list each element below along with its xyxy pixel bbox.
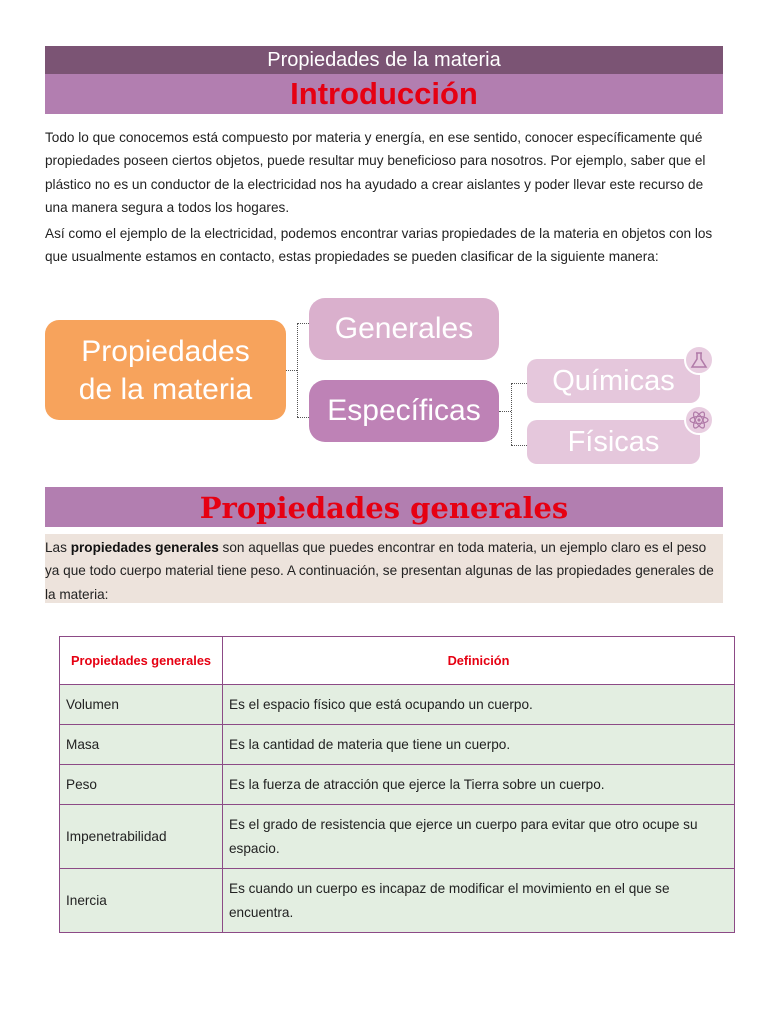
table-cell-property: Impenetrabilidad bbox=[60, 805, 223, 869]
propiedades-generales-heading: Propiedades generales bbox=[45, 487, 723, 527]
intro-suffix: son aquellas que puedes encontrar en toda materia, un ejemplo claro es el peso ya que todo cuerpo material tiene peso. A continuación, se presentan algunas de las propiedades generales de la materia: bbox=[45, 540, 714, 602]
connector-especificas-vertical bbox=[511, 383, 512, 445]
table-cell-property: Volumen bbox=[60, 685, 223, 725]
diagram-node-generales: Generales bbox=[309, 298, 499, 360]
table-header-row bbox=[60, 637, 735, 685]
table-cell-property: Peso bbox=[60, 765, 223, 805]
intro-paragraph-1: Todo lo que conocemos está compuesto por materia y energía, en ese sentido, conocer específicamente qué propiedades poseen ciertos objetos, puede resultar muy beneficioso para nosotros. Por ejemplo, saber que el plástico no es un conductor de la electricidad nos ha ayudado a crear aislantes y poder llevar este recurso de una manera segura a todos los hogares. bbox=[45, 130, 706, 215]
diagram-root-node bbox=[45, 320, 286, 420]
table-cell-property: Masa bbox=[60, 725, 223, 765]
table-header-definicion: Definición bbox=[223, 637, 735, 685]
diagram-node-especificas: Específicas bbox=[309, 380, 499, 442]
document-section-title: Propiedades de la materia bbox=[45, 46, 723, 74]
table-row bbox=[60, 765, 735, 805]
connector-to-quimicas bbox=[511, 383, 527, 384]
introduction-heading: Introducción bbox=[45, 74, 723, 114]
connector-root-stub bbox=[286, 370, 297, 371]
table-cell-definition: Es el espacio físico que está ocupando un cuerpo. bbox=[223, 685, 735, 725]
table-cell-definition: Es cuando un cuerpo es incapaz de modificar el movimiento en el que se encuentra. bbox=[223, 869, 735, 933]
intro-paragraph-2: Así como el ejemplo de la electricidad, podemos encontrar varias propiedades de la materia en objetos con los que usualmente estamos en contacto, estas propiedades se pueden clasificar de la siguiente manera: bbox=[45, 226, 713, 265]
propiedades-generales-intro bbox=[45, 534, 723, 603]
root-label-line2: de la materia bbox=[78, 373, 253, 406]
propiedades-table bbox=[59, 636, 735, 933]
connector-to-generales bbox=[297, 323, 309, 324]
table-cell-definition: Es el grado de resistencia que ejerce un cuerpo para evitar que otro ocupe su espacio. bbox=[223, 805, 735, 869]
connector-root-vertical bbox=[297, 323, 298, 417]
table-header-propiedades: Propiedades generales bbox=[60, 637, 223, 685]
table-row bbox=[60, 869, 735, 933]
table-cell-property: Inercia bbox=[60, 869, 223, 933]
diagram-node-fisicas: Físicas bbox=[527, 420, 700, 464]
intro-prefix: Las bbox=[45, 540, 71, 555]
diagram-node-quimicas: Químicas bbox=[527, 359, 700, 403]
root-label-line1: Propiedades bbox=[81, 335, 250, 368]
connector-to-fisicas bbox=[511, 445, 527, 446]
table-row bbox=[60, 685, 735, 725]
table-cell-definition: Es la fuerza de atracción que ejerce la Tierra sobre un cuerpo. bbox=[223, 765, 735, 805]
connector-to-especificas bbox=[297, 417, 309, 418]
connector-especificas-stub bbox=[499, 411, 511, 412]
table-cell-definition: Es la cantidad de materia que tiene un cuerpo. bbox=[223, 725, 735, 765]
table-row bbox=[60, 725, 735, 765]
chemistry-flask-icon bbox=[684, 345, 714, 375]
atom-icon bbox=[684, 405, 714, 435]
table-row bbox=[60, 805, 735, 869]
intro-bold-term: propiedades generales bbox=[70, 540, 219, 555]
